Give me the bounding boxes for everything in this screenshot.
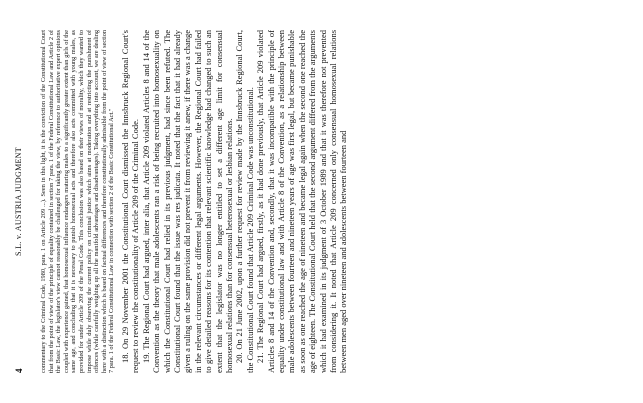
paragraph-18: 18. On 29 November 2001 the Constitutional Court dismissed the Innsbruck Regional Court's request to review the constitutionality of Article 209 of the Criminal Code. xyxy=(119,30,141,373)
page-number: 4 xyxy=(14,368,24,373)
paragraph-21: 21. The Regional Court had argued, firstly, as it had done previously, that Article 209 violated Articles 8 and 14 of the Convention and, secondly, that it was incompatible with the principle of equality under constitutional law and with Article 8 of the Convention, as a relationship between male adolescents between fourteen and nineteen years of age was first legal, but became punishable as soon as one reached the age of nineteen and became legal again when the second one reached the age of eighteen. The Constitutional Court held that the second argument differed from the arguments which it had examined in its judgment of 3 October 1989 and that it was therefore not prevented from considering it. It noted that Article 209 concerned only consensual homosexual relations between men aged over nineteen and adolescents between fourteen and xyxy=(255,30,349,373)
paragraph-19: 19. The Regional Court had argued, inter alia, that Article 209 violated Articles 8 and 14 of the Convention as the theory that male adolescents ran a risk of being recruited into homosexuality on which the Constitutional Court had relied in its previous judgment, had since been refuted. The Constitutional Court found that the issue was res judicata. It noted that the fact that it had already given a ruling on the same provision did not prevent it from reviewing it anew, if there was a change in the relevant circumstances or different legal arguments. However, the Regional Court had failed to give detailed reasons for its contention that relevant scientific knowledge had changed to such an extent that the legislator was no longer entitled to set a different age limit for consensual homosexual relations than for consensual heterosexual or lesbian relations. xyxy=(140,30,234,373)
document-body xyxy=(40,30,634,373)
quoted-commentary: commentary to the Criminal Code, 1980, para. 1 on Article 209 ...). Seen in this light, it is the conviction of the Constitutional Court that from the point of view of the principle of equality contained in section 7 para. 1 of the Federal Constitutional Law and Article 2 of the Basic Law, the legislator's view cannot reasonably be challenged for taking the view, by reference to authoritative expert opinions coupled with experience gained, that homosexual influence endangers maturing males to a significantly greater extent than girls of the same age, and concluding that it is necessary to punish homosexual acts and therefore also acts committed with young males, as provided for under Article 209 of the Penal Code. This conclusion was also based on their views of morality, which they wanted to impose while duly observing the current policy on criminal justice which aims at moderation and at restricting the punishment of offences (while carefully weighing up all the manifold advantages and disadvantages). Taking everything into account, we are dealing here with a distinction which is based on factual differences and therefore constitutionally admissible from the point of view of section 7 para. 1 of the Federal Constitutional Law in connection with section 2 of the Basic Constitutional Act." xyxy=(40,30,116,373)
running-head: S.L. v. AUSTRIA JUDGMENT xyxy=(14,147,23,256)
paragraph-20: 20. On 21 June 2002, upon a further request for review made by the Innsbruck Regional Court, the Constitutional Court found that Article 209 Criminal Code was unconstitutional. xyxy=(234,30,255,373)
